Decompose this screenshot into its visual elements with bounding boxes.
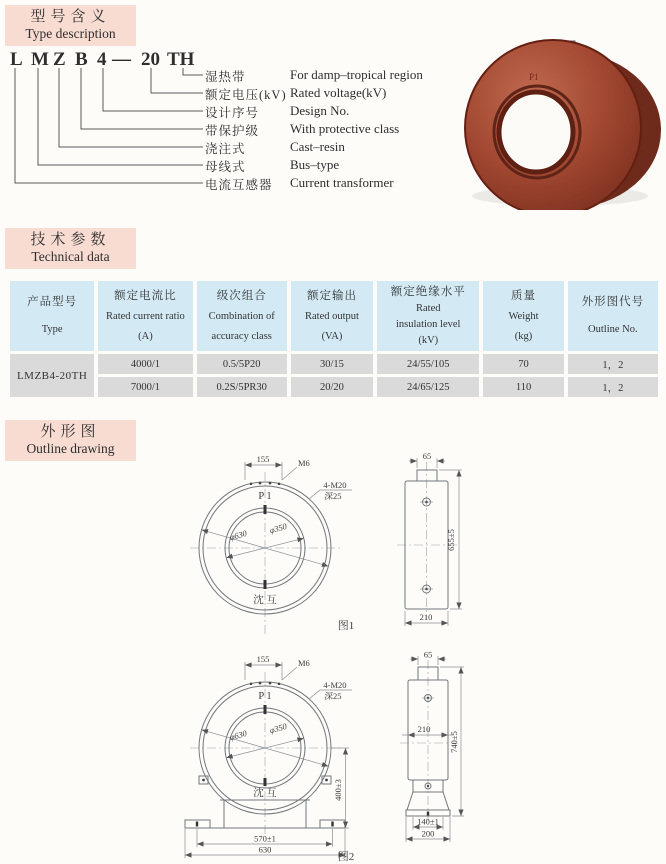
section-title-zh: 技术参数 bbox=[30, 232, 111, 248]
meaning-en: Bus–type bbox=[290, 157, 340, 172]
col-header-outline-no: 外形图代号 Outline No. bbox=[568, 281, 658, 351]
fig2-foot-width: 200 bbox=[421, 828, 435, 839]
outline-figure-2 bbox=[170, 650, 545, 864]
fig1-caption: 图1 bbox=[337, 620, 355, 632]
meaning-en: For damp–tropical region bbox=[290, 67, 423, 82]
meaning-zh: 额定电压(kV) bbox=[205, 88, 287, 102]
col-header-weight: 质量 Weight (kg) bbox=[483, 281, 563, 351]
cell-output: 20/20 bbox=[291, 377, 373, 397]
fig1-outer-diameter: φ630 bbox=[228, 527, 248, 543]
fig2-foot-span: 140±1 bbox=[417, 816, 439, 827]
type-code-letter: 4 bbox=[97, 49, 107, 70]
fig1-side-width: 210 bbox=[419, 612, 433, 622]
toroid-hole bbox=[499, 92, 573, 172]
fig1-inner-diameter: φ350 bbox=[268, 520, 288, 536]
type-code-letter: B bbox=[75, 49, 88, 70]
cell-insulation: 24/55/105 bbox=[377, 354, 479, 374]
section-header-technical-data bbox=[5, 228, 136, 269]
fig2-base-width: 630 bbox=[258, 844, 272, 855]
fig1-terminal-p1: P 1 bbox=[258, 491, 272, 502]
section-title-en: Outline drawing bbox=[26, 441, 115, 456]
section-title-zh: 外形图 bbox=[40, 424, 101, 440]
section-title-en: Technical data bbox=[31, 249, 110, 264]
fig2-outer-diameter: φ630 bbox=[228, 727, 248, 743]
fig2-side-depth: 210 bbox=[417, 724, 431, 734]
cell-insulation: 24/65/125 bbox=[377, 377, 479, 397]
section-header-type-description bbox=[5, 5, 136, 46]
section-title-en: Type description bbox=[25, 26, 116, 41]
type-code-letter: — bbox=[112, 49, 131, 70]
meaning-en: Design No. bbox=[290, 103, 350, 118]
type-code-letter: Z bbox=[53, 49, 66, 70]
fig1-side-dim-65: 65 bbox=[422, 451, 432, 461]
cell-weight: 110 bbox=[483, 377, 563, 397]
col-header-insulation-level: 额定绝缘水平 Rated insulation level (kV) bbox=[377, 281, 479, 351]
cell-type-value: LMZB4-20TH bbox=[10, 354, 94, 397]
type-code-letter: M bbox=[31, 49, 49, 70]
col-header-accuracy-class: 级次组合 Combination of accuracy class bbox=[197, 281, 287, 351]
section-header-outline-drawing bbox=[5, 420, 136, 461]
fig2-hole-span: 570±1 bbox=[254, 833, 276, 844]
fig2-front-view bbox=[185, 654, 352, 858]
table-header-row bbox=[10, 281, 658, 351]
fig2-dim-155: 155 bbox=[256, 654, 270, 664]
fig2-bolts-depth: 深25 bbox=[324, 691, 342, 701]
outline-figure-1 bbox=[170, 450, 540, 650]
cell-current-ratio: 4000/1 bbox=[98, 354, 192, 374]
section-title-zh: 型号含义 bbox=[30, 9, 111, 25]
cell-output: 30/15 bbox=[291, 354, 373, 374]
cell-current-ratio: 7000/1 bbox=[98, 377, 192, 397]
fig2-inner-diameter: φ350 bbox=[268, 720, 288, 736]
type-code-letter: 20 bbox=[141, 49, 160, 70]
table-row bbox=[10, 377, 658, 397]
meaning-zh: 母线式 bbox=[205, 160, 246, 174]
type-code-letter: TH bbox=[167, 49, 195, 70]
fig1-label-m6: M6 bbox=[298, 458, 310, 468]
meaning-en: Rated voltage(kV) bbox=[290, 85, 387, 100]
col-header-rated-output: 额定输出 Rated output (VA) bbox=[291, 281, 373, 351]
fig2-center-height: 400±3 bbox=[333, 779, 343, 801]
cell-accuracy: 0.5/5P20 bbox=[197, 354, 287, 374]
meaning-en: With protective class bbox=[290, 121, 400, 136]
meaning-zh: 设计序号 bbox=[205, 106, 260, 120]
fig2-brand-mark: 沈 互 bbox=[253, 788, 277, 799]
fig2-side-view bbox=[400, 650, 464, 842]
cell-outline-no: 1，2 bbox=[568, 377, 658, 397]
fig1-side-height: 655±5 bbox=[446, 529, 456, 551]
fig2-caption: 图2 bbox=[337, 851, 355, 863]
meaning-zh: 带保护级 bbox=[205, 124, 260, 138]
cell-weight: 70 bbox=[483, 354, 563, 374]
fig2-terminal-p1: P 1 bbox=[258, 691, 272, 702]
technical-data-table bbox=[6, 278, 662, 400]
product-photo-current-transformer bbox=[455, 28, 666, 210]
meaning-en: Current transformer bbox=[290, 175, 394, 190]
cell-outline-no: 1，2 bbox=[568, 354, 658, 374]
col-header-type: 产品型号 Type bbox=[10, 281, 94, 351]
fig1-brand-mark: 沈 互 bbox=[253, 595, 277, 606]
fig2-side-dim-65: 65 bbox=[423, 650, 433, 660]
meaning-zh: 浇注式 bbox=[205, 142, 246, 156]
meaning-zh: 湿热带 bbox=[205, 70, 246, 84]
fig2-label-m6: M6 bbox=[298, 658, 310, 668]
table-row bbox=[10, 354, 658, 374]
type-code-letter: L bbox=[10, 49, 23, 70]
cell-accuracy: 0.2S/5PR30 bbox=[197, 377, 287, 397]
col-header-rated-current-ratio: 额定电流比 Rated current ratio (A) bbox=[98, 281, 192, 351]
fig1-bolts-label: 4-M20 bbox=[323, 480, 347, 490]
fig2-bolts-label: 4-M20 bbox=[323, 680, 347, 690]
fig1-front-view bbox=[190, 454, 352, 636]
product-marking: P1 bbox=[529, 72, 539, 82]
fig2-side-height: 740±5 bbox=[449, 731, 459, 753]
fig1-bolts-depth: 深25 bbox=[324, 491, 342, 501]
fig1-side-view bbox=[397, 451, 462, 626]
meaning-zh: 电流互感器 bbox=[205, 178, 273, 192]
fig1-dim-155: 155 bbox=[256, 454, 270, 464]
meaning-en: Cast–resin bbox=[290, 139, 345, 154]
